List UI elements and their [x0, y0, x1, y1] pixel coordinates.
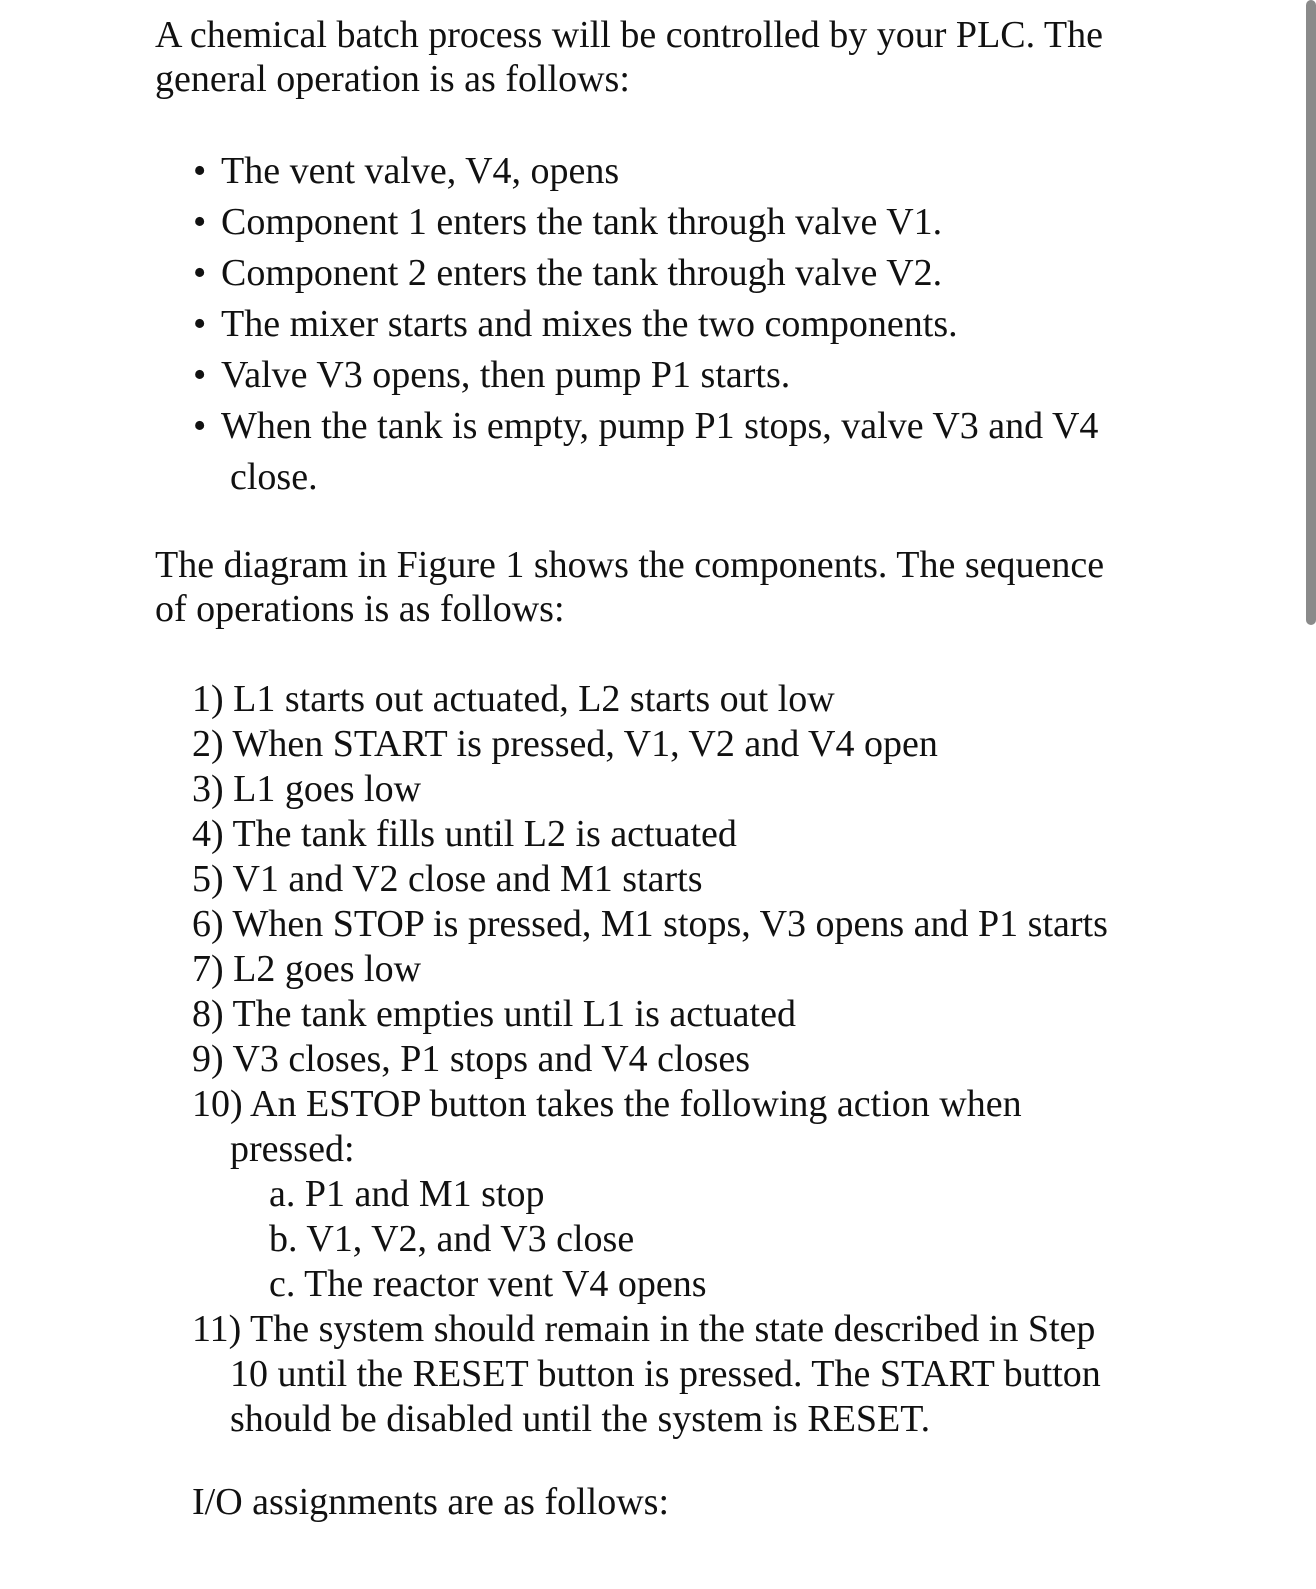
bullet-text-continuation: close. [230, 456, 318, 498]
step-item-9 [192, 1037, 1182, 1082]
step-text: 3) L1 goes low [192, 768, 422, 810]
sequence-intro-paragraph [155, 543, 1155, 631]
bullet-item [190, 299, 1180, 350]
bullet-dot-icon: • [193, 201, 207, 243]
bullet-item [190, 197, 1180, 248]
sequence-intro-line-1: The diagram in Figure 1 shows the components. The sequence [155, 544, 1105, 586]
bullet-dot-icon: • [193, 354, 207, 396]
bullet-item [190, 401, 1180, 503]
bullet-item [190, 248, 1180, 299]
step-text-continuation-2: should be disabled until the system is RESET. [230, 1398, 931, 1440]
step-text: 1) L1 starts out actuated, L2 starts out low [192, 678, 835, 720]
operation-bullet-list [190, 146, 1180, 503]
substep-text: a. P1 and M1 stop [269, 1173, 545, 1215]
bullet-dot-icon: • [193, 405, 207, 447]
step-text-continuation: 10 until the RESET button is pressed. The START button [230, 1353, 1101, 1395]
bullet-dot-icon: • [193, 252, 207, 294]
sequence-intro-line-2: of operations is as follows: [155, 588, 565, 630]
step-text: 8) The tank empties until L1 is actuated [192, 993, 796, 1035]
substep-item-b [192, 1217, 1182, 1262]
step-text: 4) The tank fills until L2 is actuated [192, 813, 737, 855]
bullet-text: When the tank is empty, pump P1 stops, valve V3 and V4 [221, 405, 1099, 447]
step-item-8 [192, 992, 1182, 1037]
intro-paragraph [155, 13, 1155, 101]
step-item-4 [192, 812, 1182, 857]
bullet-item [190, 146, 1180, 197]
substep-text: c. The reactor vent V4 opens [269, 1263, 707, 1305]
bullet-text: Component 1 enters the tank through valve V1. [221, 201, 943, 243]
substep-item-c [192, 1262, 1182, 1307]
bullet-dot-icon: • [193, 303, 207, 345]
step-text-continuation: pressed: [230, 1128, 355, 1170]
bullet-text: Valve V3 opens, then pump P1 starts. [221, 354, 791, 396]
vertical-scrollbar[interactable] [1306, 0, 1316, 625]
step-text: 6) When STOP is pressed, M1 stops, V3 opens and P1 starts [192, 903, 1108, 945]
intro-line-1: A chemical batch process will be controlled by your PLC. The [155, 14, 1104, 56]
substep-text: b. V1, V2, and V3 close [269, 1218, 635, 1260]
step-text: 9) V3 closes, P1 stops and V4 closes [192, 1038, 751, 1080]
sequence-step-list [192, 677, 1182, 1442]
io-assignments-heading: I/O assignments are as follows: [192, 1481, 670, 1523]
step-item-3 [192, 767, 1182, 812]
step-text: 2) When START is pressed, V1, V2 and V4 open [192, 723, 938, 765]
step-text: 11) The system should remain in the state described in Step [192, 1308, 1096, 1350]
bullet-text: The vent valve, V4, opens [221, 150, 620, 192]
step-item-2 [192, 722, 1182, 767]
step-item-6 [192, 902, 1182, 947]
bullet-text: Component 2 enters the tank through valve V2. [221, 252, 943, 294]
step-text: 5) V1 and V2 close and M1 starts [192, 858, 703, 900]
step-item-7 [192, 947, 1182, 992]
step-text: 7) L2 goes low [192, 948, 422, 990]
substep-item-a [192, 1172, 1182, 1217]
bullet-dot-icon: • [193, 150, 207, 192]
intro-line-2: general operation is as follows: [155, 58, 630, 100]
bullet-text: The mixer starts and mixes the two components. [221, 303, 958, 345]
step-item-10 [192, 1082, 1182, 1172]
step-item-1 [192, 677, 1182, 722]
step-text: 10) An ESTOP button takes the following action when [192, 1083, 1022, 1125]
bullet-item [190, 350, 1180, 401]
step-item-5 [192, 857, 1182, 902]
step-item-11 [192, 1307, 1182, 1442]
